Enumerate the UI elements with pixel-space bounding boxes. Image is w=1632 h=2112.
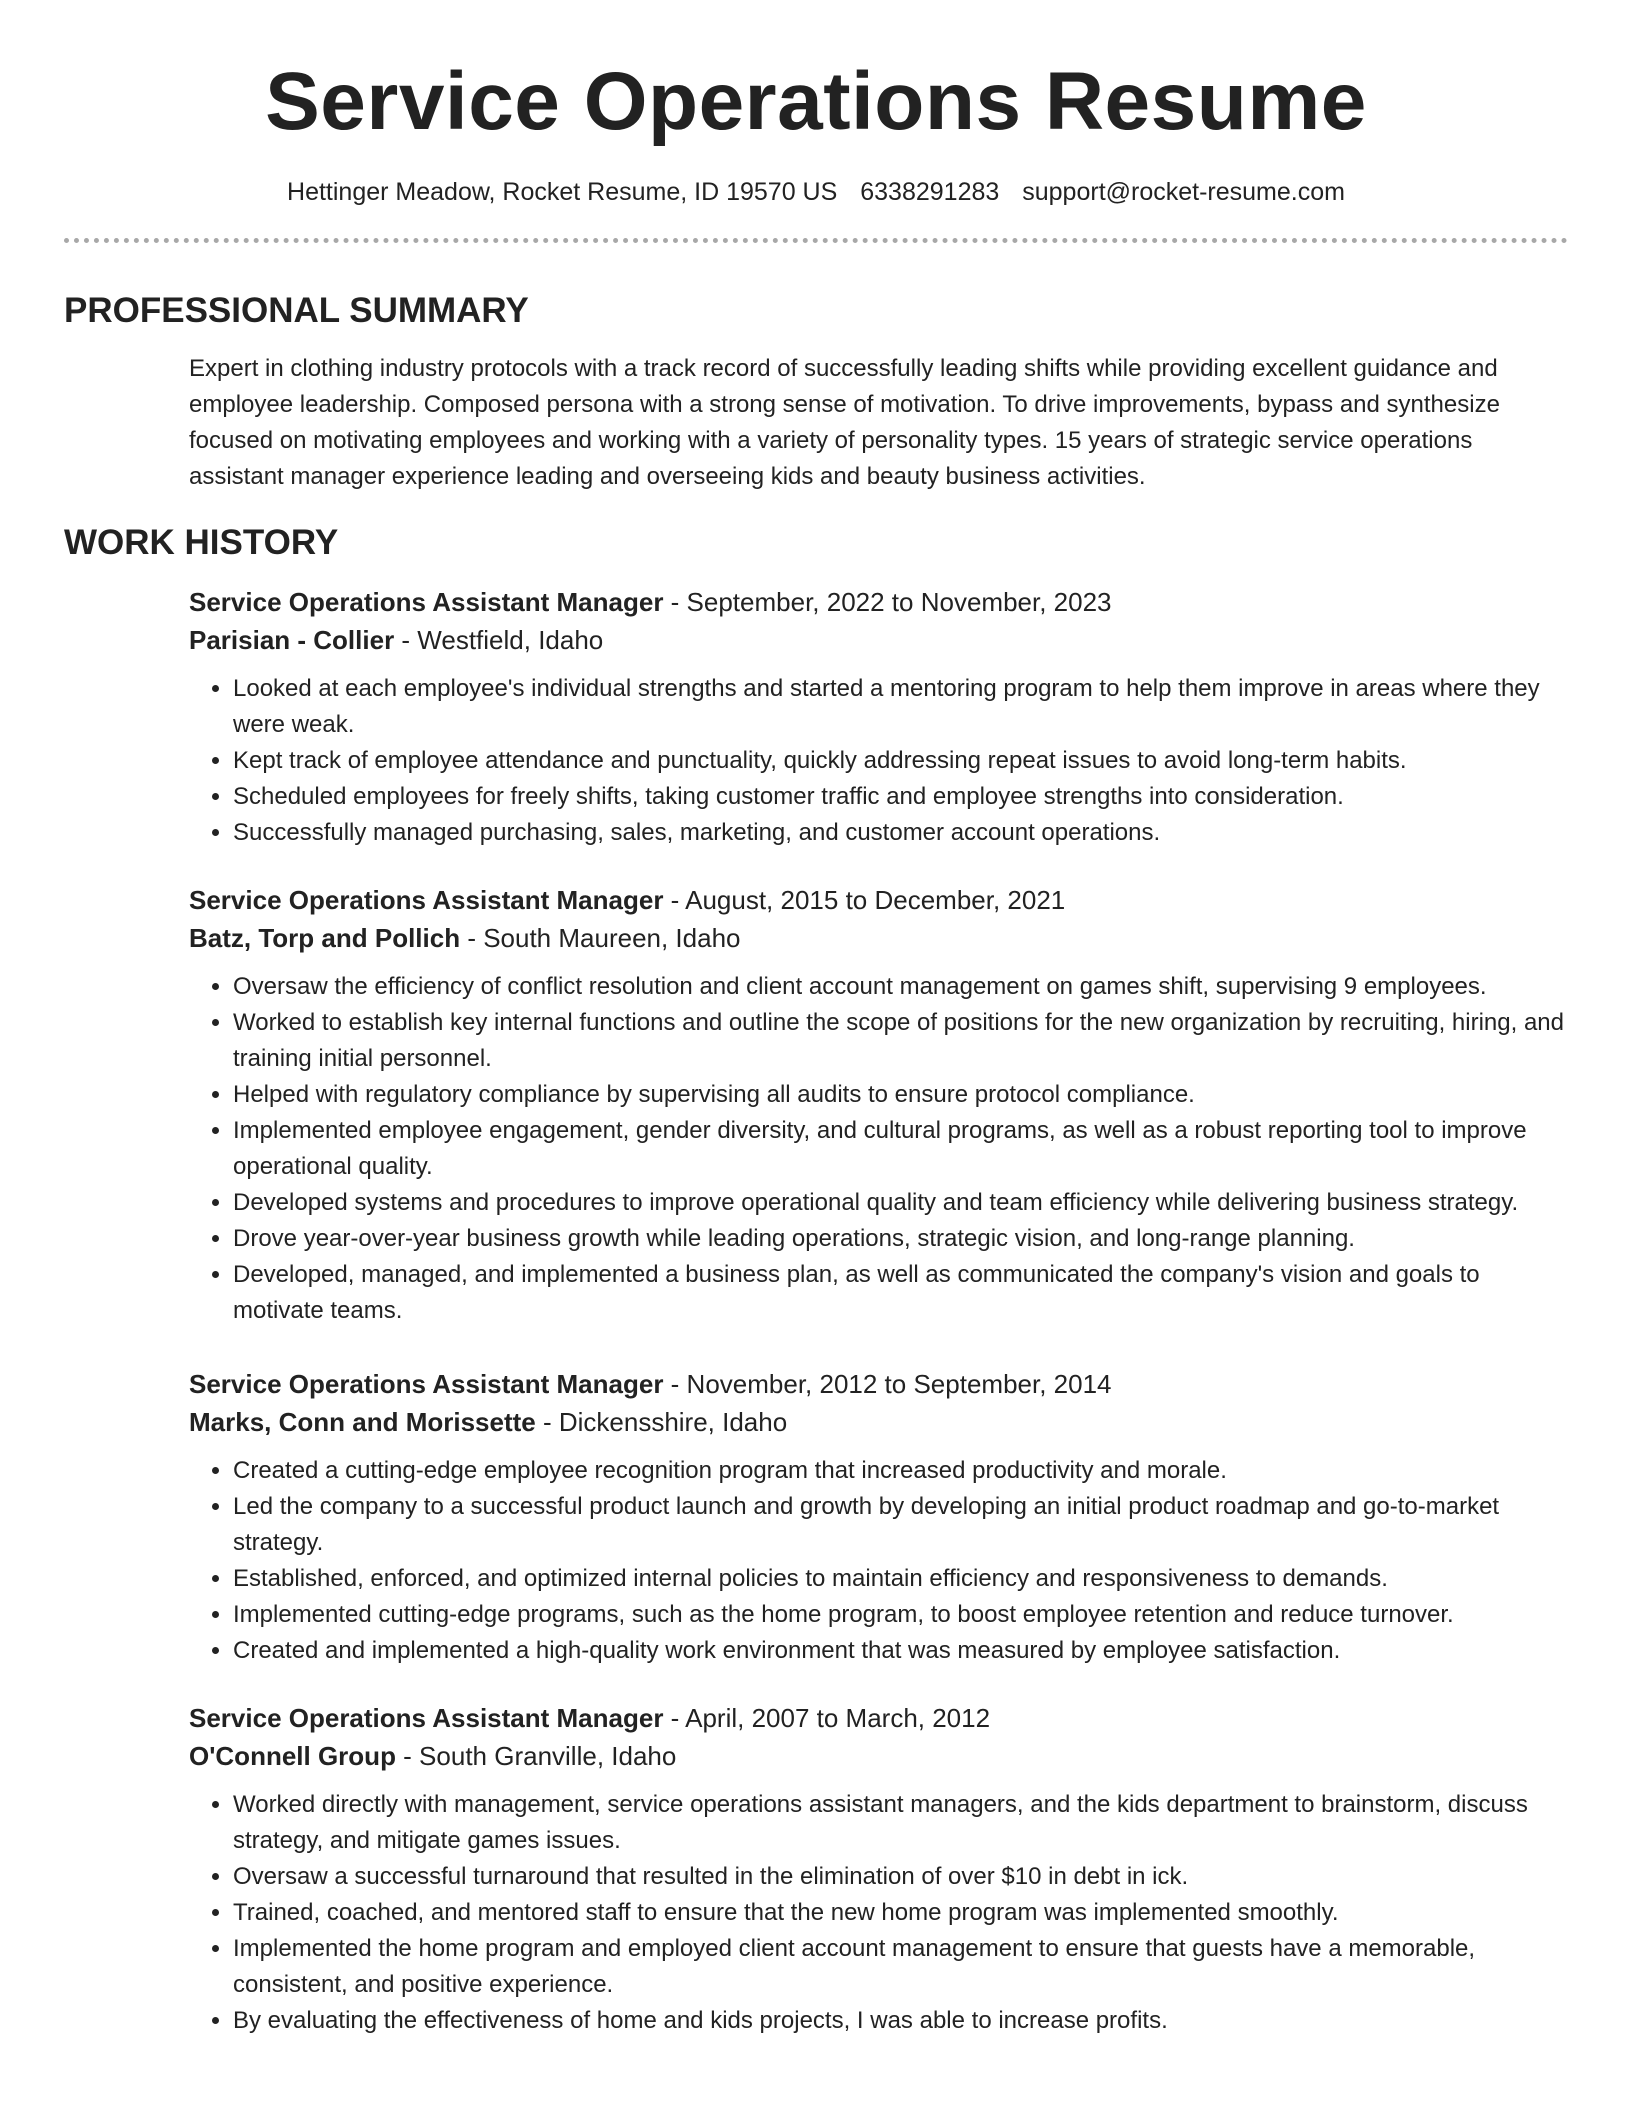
job-location: - South Maureen, Idaho (460, 923, 741, 953)
job-location: - Westfield, Idaho (394, 625, 604, 655)
job-dates: - August, 2015 to December, 2021 (663, 885, 1066, 915)
job-bullet: • By evaluating the effectiveness of home and kids projects, I was able to increase profits. (233, 2003, 1568, 2039)
job-bullet: • Kept track of employee attendance and punctuality, quickly addressing repeat issues to avoid long-term habits. (233, 743, 1568, 779)
job-bullets (189, 1787, 1568, 2039)
job-dates: - September, 2022 to November, 2023 (663, 587, 1112, 617)
job-role-line (189, 583, 1568, 621)
summary-heading: PROFESSIONAL SUMMARY (64, 291, 529, 330)
contact-phone: 6338291283 (860, 178, 1000, 206)
job-role-line (189, 1699, 1568, 1737)
job-bullet: • Successfully managed purchasing, sales, marketing, and customer account operations. (233, 815, 1568, 851)
job-role-line (189, 1365, 1568, 1403)
job-bullet: • Led the company to a successful product launch and growth by developing an initial product roadmap and go-to-market strategy. (233, 1489, 1568, 1561)
summary-text: Expert in clothing industry protocols with a track record of successfully leading shifts while providing excellent guidance and employee leadership. Composed persona with a strong sense of motivation. To drive improvements, bypass and synthesize focused on motivating employees and working with a variety of personality types. 15 years of strategic service operations assistant manager experience leading and overseeing kids and beauty business activities. (189, 355, 1500, 490)
job-role: Service Operations Assistant Manager (189, 1703, 664, 1733)
job-entry (189, 1699, 1568, 2039)
work-history-heading: WORK HISTORY (64, 523, 339, 562)
job-bullet: • Implemented cutting-edge programs, such as the home program, to boost employee retention and reduce turnover. (233, 1597, 1568, 1633)
job-dates: - November, 2012 to September, 2014 (663, 1369, 1112, 1399)
job-role-line (189, 881, 1568, 919)
contact-address: Hettinger Meadow, Rocket Resume, ID 19570 US (287, 178, 838, 206)
job-bullet: • Helped with regulatory compliance by supervising all audits to ensure protocol compliance. (233, 1077, 1568, 1113)
job-bullet: • Developed systems and procedures to improve operational quality and team efficiency while delivering business strategy. (233, 1185, 1568, 1221)
resume-page (64, 0, 1568, 2039)
job-bullet: • Oversaw a successful turnaround that resulted in the elimination of over $10 in debt in ick. (233, 1859, 1568, 1895)
job-company-line (189, 919, 1568, 957)
job-bullets (189, 1453, 1568, 1669)
job-bullet: • Scheduled employees for freely shifts, taking customer traffic and employee strengths into consideration. (233, 779, 1568, 815)
job-role: Service Operations Assistant Manager (189, 587, 664, 617)
job-company-line (189, 1737, 1568, 1775)
job-location: - Dickensshire, Idaho (535, 1407, 788, 1437)
job-bullet: • Drove year-over-year business growth while leading operations, strategic vision, and long-range planning. (233, 1221, 1568, 1257)
job-bullets (189, 969, 1568, 1329)
job-bullet: • Worked directly with management, service operations assistant managers, and the kids department to brainstorm, discuss strategy, and mitigate games issues. (233, 1787, 1568, 1859)
job-company: O'Connell Group (189, 1741, 396, 1771)
job-location: - South Granville, Idaho (395, 1741, 677, 1771)
job-bullet: • Created a cutting-edge employee recognition program that increased productivity and morale. (233, 1453, 1568, 1489)
job-bullet: • Worked to establish key internal functions and outline the scope of positions for the new organization by recruiting, hiring, and training initial personnel. (233, 1005, 1568, 1077)
contact-line (64, 176, 1568, 208)
job-company: Marks, Conn and Morissette (189, 1407, 536, 1437)
job-bullet: • Established, enforced, and optimized internal policies to maintain efficiency and responsiveness to demands. (233, 1561, 1568, 1597)
job-entry (189, 583, 1568, 851)
contact-email: support@rocket-resume.com (1022, 178, 1345, 206)
job-company-line (189, 1403, 1568, 1441)
job-bullet: • Implemented the home program and employed client account management to ensure that guests have a memorable, consistent, and positive experience. (233, 1931, 1568, 2003)
job-bullet: • Implemented employee engagement, gender diversity, and cultural programs, as well as a robust reporting tool to improve operational quality. (233, 1113, 1568, 1185)
header-divider (64, 238, 1568, 243)
job-bullet: • Developed, managed, and implemented a business plan, as well as communicated the company's vision and goals to motivate teams. (233, 1257, 1568, 1329)
job-dates: - April, 2007 to March, 2012 (663, 1703, 991, 1733)
job-bullet: • Created and implemented a high-quality work environment that was measured by employee satisfaction. (233, 1633, 1568, 1669)
job-entry (189, 881, 1568, 1329)
job-role: Service Operations Assistant Manager (189, 885, 664, 915)
job-company: Batz, Torp and Pollich (189, 923, 461, 953)
job-company-line (189, 621, 1568, 659)
job-bullet: • Looked at each employee's individual strengths and started a mentoring program to help them improve in areas where they were weak. (233, 671, 1568, 743)
resume-title: Service Operations Resume (265, 56, 1367, 147)
job-company: Parisian - Collier (189, 625, 395, 655)
job-bullet: • Oversaw the efficiency of conflict resolution and client account management on games shift, supervising 9 employees. (233, 969, 1568, 1005)
job-entry (189, 1365, 1568, 1669)
job-role: Service Operations Assistant Manager (189, 1369, 664, 1399)
job-bullet: • Trained, coached, and mentored staff to ensure that the new home program was implemented smoothly. (233, 1895, 1568, 1931)
job-bullets (189, 671, 1568, 851)
